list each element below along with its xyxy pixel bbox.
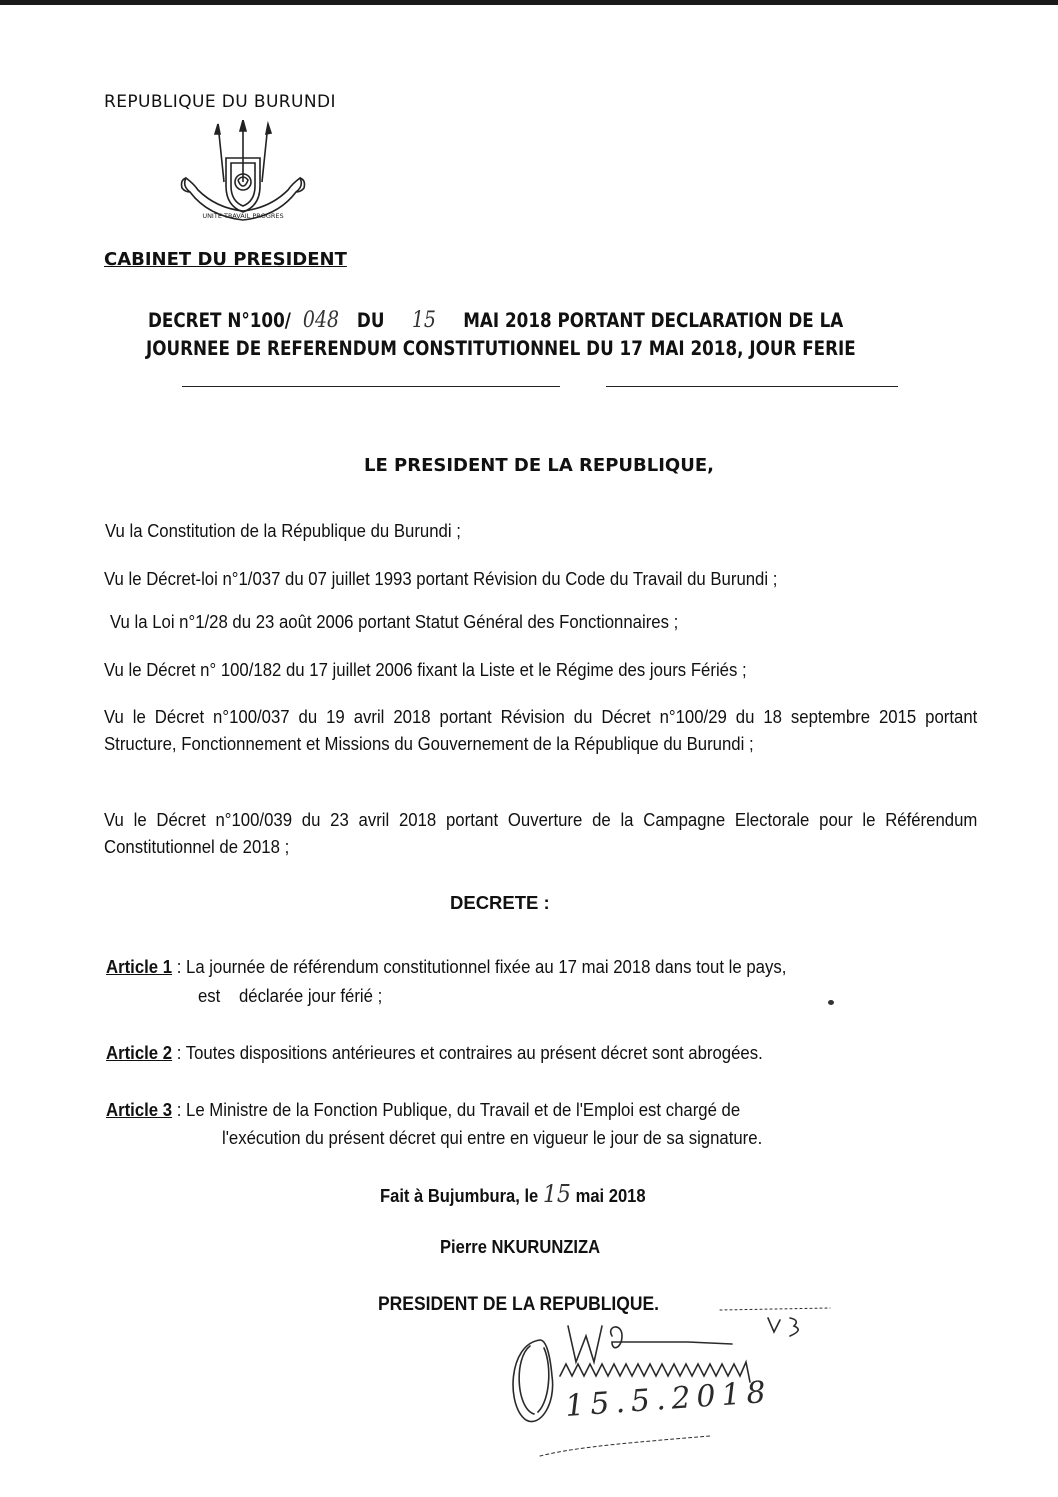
place-prefix: Fait à Bujumbura, le (380, 1186, 539, 1206)
handwritten-signing-date: 15.5.2018 (564, 1374, 773, 1424)
decree-title-line-1 (148, 308, 843, 333)
handwritten-signature (500, 1296, 840, 1486)
signatory-name: Pierre NKURUNZIZA (440, 1237, 601, 1257)
article-2-text: Toutes dispositions antérieures et contraires au présent décret sont abrogées. (185, 1042, 763, 1063)
signatory-title: PRESIDENT DE LA REPUBLIQUE. (378, 1294, 660, 1315)
country-heading: REPUBLIQUE DU BURUNDI (104, 92, 336, 112)
place-and-date (380, 1180, 646, 1208)
title-underline-left (182, 386, 560, 387)
article-2-line-1: Article 2 : Toutes dispositions antérieures et contraires au présent décret sont abrogées. (106, 1042, 763, 1063)
handwritten-day: 15 (411, 308, 436, 333)
cabinet-heading: CABINET DU PRESIDENT (104, 249, 347, 270)
coat-of-arms-icon (178, 120, 308, 235)
consideration-5: Vu le Décret n°100/037 du 19 avril 2018 portant Révision du Décret n°100/29 du 18 septembre 2015 portant Structure, Fonctionnement et Missions du Gouvernement de la République du Burundi ; (104, 706, 978, 754)
president-heading: LE PRESIDENT DE LA REPUBLIQUE, (364, 455, 714, 476)
title-part: MAI 2018 PORTANT DECLARATION DE LA (463, 309, 844, 332)
article-1-line-1: Article 1 : La journée de référendum constitutionnel fixée au 17 mai 2018 dans tout le pays, (106, 956, 787, 977)
title-part: DECRET N°100/ (148, 309, 291, 332)
consideration-2: Vu le Décret-loi n°1/037 du 07 juillet 1993 portant Révision du Code du Travail du Burundi ; (104, 568, 778, 589)
article-1-label: Article 1 (106, 956, 173, 977)
consideration-4: Vu le Décret n° 100/182 du 17 juillet 2006 fixant la Liste et le Régime des jours Fériés ; (104, 659, 747, 680)
article-2-label: Article 2 (106, 1042, 173, 1063)
consideration-1: Vu la Constitution de la République du Burundi ; (105, 520, 461, 541)
consideration-3: Vu la Loi n°1/28 du 23 août 2006 portant Statut Général des Fonctionnaires ; (110, 611, 679, 632)
seal-motto: UNITE TRAVAIL PROGRES (202, 212, 284, 220)
title-underline-right (606, 386, 898, 387)
handwritten-signing-day: 15 (542, 1180, 571, 1208)
consideration-6: Vu le Décret n°100/039 du 23 avril 2018 portant Ouverture de la Campagne Electorale pour le Référendum Constitutionnel de 2018 ; (104, 809, 978, 857)
article-3-line-1: Article 3 : Le Ministre de la Fonction Publique, du Travail et de l'Emploi est chargé de (106, 1099, 741, 1120)
article-3-label: Article 3 (106, 1099, 173, 1120)
place-suffix: mai 2018 (575, 1186, 646, 1206)
ink-mark (828, 1000, 834, 1005)
scan-edge (0, 0, 1058, 5)
article-3-text: Le Ministre de la Fonction Publique, du Travail et de l'Emploi est chargé de (186, 1099, 741, 1120)
decrete-heading: DECRETE : (450, 892, 550, 913)
article-1-line-2: est déclarée jour férié ; (198, 985, 383, 1006)
article-3-line-2: l'exécution du présent décret qui entre en vigueur le jour de sa signature. (222, 1127, 763, 1148)
handwritten-decree-number: 048 (302, 308, 340, 333)
title-part: DU (356, 309, 385, 332)
decree-title-line-2: JOURNEE DE REFERENDUM CONSTITUTIONNEL DU 17 MAI 2018, JOUR FERIE (146, 337, 856, 360)
article-1-text: La journée de référendum constitutionnel fixée au 17 mai 2018 dans tout le pays, (186, 956, 787, 977)
